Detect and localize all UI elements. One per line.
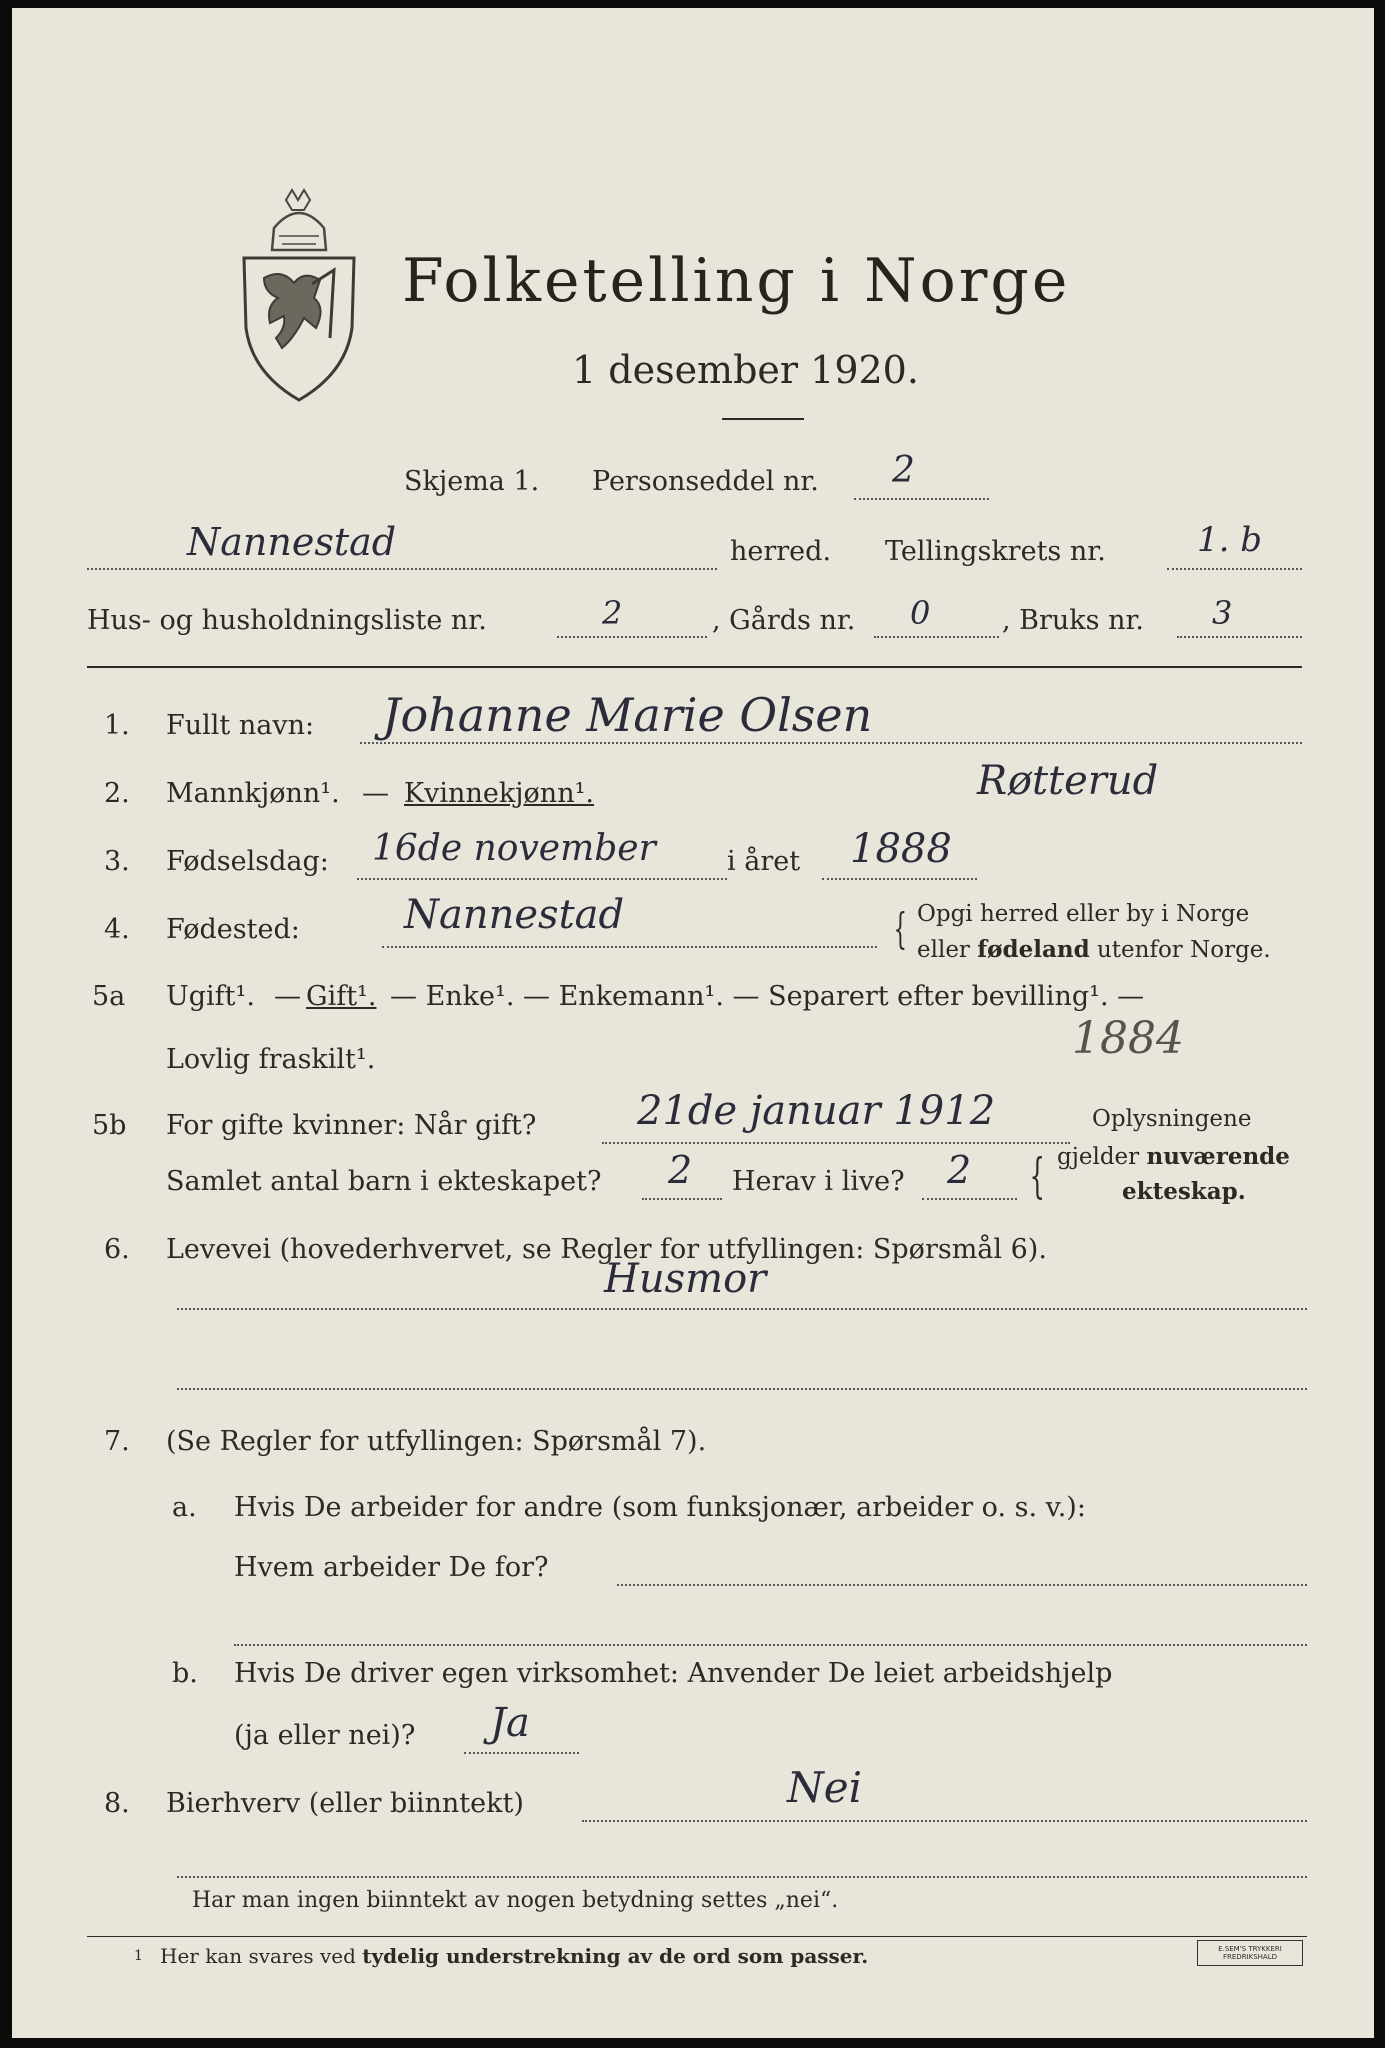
q5b-children-value: 2 <box>668 1148 693 1192</box>
q1-line <box>360 742 1302 744</box>
q5a-ugift-option: Ugift¹. <box>166 981 255 1012</box>
q5b-children-label: Samlet antal barn i ekteskapet? <box>166 1166 602 1197</box>
q4-note-line2: eller fødeland utenfor Norge. <box>917 936 1271 963</box>
q7a-question-line2: Hvem arbeider De for? <box>234 1552 549 1583</box>
q7b-letter: b. <box>172 1658 198 1689</box>
q6-line2 <box>177 1388 1307 1390</box>
q5a-fraskilt-option: Lovlig fraskilt¹. <box>166 1044 376 1075</box>
q5a-gift-option: Gift¹. <box>306 981 377 1012</box>
q8-line1 <box>582 1820 1307 1822</box>
q5a-number: 5a <box>92 981 126 1012</box>
q2-number: 2. <box>104 778 130 809</box>
q2-male-option: Mannkjønn¹. <box>166 778 340 809</box>
q6-number: 6. <box>104 1234 130 1265</box>
q5b-alive-value: 2 <box>947 1148 972 1192</box>
gards-value: 0 <box>910 594 931 632</box>
personseddel-label: Personseddel nr. <box>592 466 819 497</box>
bruks-line <box>1177 636 1302 638</box>
bruks-label: , Bruks nr. <box>1002 605 1145 636</box>
q8-label: Bierhverv (eller biinntekt) <box>166 1788 524 1819</box>
q1-extra-surname: Røtterud <box>977 758 1159 804</box>
q5b-note-line3: ekteskap. <box>1122 1178 1246 1205</box>
q4-bracket: { <box>893 904 908 953</box>
gards-label: , Gårds nr. <box>712 605 856 636</box>
husliste-label: Hus- og husholdningsliste nr. <box>87 605 487 636</box>
footer-divider <box>87 1936 1307 1937</box>
q5a-other-options: — Enke¹. — Enkemann¹. — Separert efter bevilling¹. — <box>390 981 1145 1012</box>
skjema-label: Skjema 1. <box>404 466 540 497</box>
q5b-note-line2: gjelder nuværende <box>1057 1143 1290 1170</box>
husliste-line <box>557 636 707 638</box>
census-date: 1 desember 1920. <box>572 348 919 392</box>
title-divider <box>722 418 804 420</box>
q6-label: Levevei (hovederhvervet, se Regler for utfyllingen: Spørsmål 6). <box>166 1234 1047 1265</box>
q3-value: 16de november <box>372 828 656 869</box>
q3-year-label: i året <box>727 846 801 877</box>
q5b-number: 5b <box>92 1110 127 1141</box>
q7-number: 7. <box>104 1426 130 1457</box>
q7a-line2 <box>234 1644 1307 1646</box>
q5b-children-line <box>642 1198 722 1200</box>
q5a-dash: — <box>274 981 301 1012</box>
tellingskrets-line <box>1167 568 1302 570</box>
personseddel-line <box>854 498 989 500</box>
q1-number: 1. <box>104 710 130 741</box>
q3-label: Fødselsdag: <box>166 846 329 877</box>
tellingskrets-label: Tellingskrets nr. <box>885 536 1106 567</box>
q5b-line <box>602 1142 1070 1144</box>
q7b-question-line2: (ja eller nei)? <box>234 1720 416 1751</box>
q2-female-option: Kvinnekjønn¹. <box>404 778 594 809</box>
q3-number: 3. <box>104 846 130 877</box>
q7b-value: Ja <box>490 1700 530 1746</box>
q5b-label: For gifte kvinner: Når gift? <box>166 1110 537 1141</box>
q4-line <box>382 946 877 948</box>
husliste-value: 2 <box>602 594 623 632</box>
q2-separator: — <box>362 778 389 809</box>
bruks-value: 3 <box>1212 594 1233 632</box>
q8-number: 8. <box>104 1788 130 1819</box>
form-title: Folketelling i Norge <box>402 246 1071 316</box>
footnote-number: 1 <box>134 1948 143 1964</box>
q7a-line1 <box>617 1584 1307 1586</box>
footer-note: Har man ingen biinntekt av nogen betydning settes „nei“. <box>192 1888 839 1913</box>
q4-number: 4. <box>104 914 130 945</box>
header-divider <box>87 666 1302 668</box>
printer-stamp-text: E.SEM'S TRYKKERI FREDRIKSHALD <box>1218 1945 1282 1961</box>
personseddel-value: 2 <box>892 450 915 491</box>
q5b-alive-label: Herav i live? <box>732 1166 905 1197</box>
q5b-note-line1: Oplysningene <box>1092 1106 1252 1132</box>
coat-of-arms-icon <box>234 188 364 403</box>
q7a-question: Hvis De arbeider for andre (som funksjonær, arbeider o. s. v.): <box>234 1492 1086 1523</box>
gards-line <box>874 636 999 638</box>
q4-value: Nannestad <box>404 892 625 938</box>
census-form <box>12 8 1374 2038</box>
q1-label: Fullt navn: <box>166 710 315 741</box>
q7-label: (Se Regler for utfyllingen: Spørsmål 7). <box>166 1426 707 1457</box>
q5b-alive-line <box>922 1198 1017 1200</box>
herred-label: herred. <box>730 536 832 567</box>
q4-note-line1: Opgi herred eller by i Norge <box>917 901 1250 927</box>
herred-value: Nannestad <box>187 520 397 564</box>
q1-value: Johanne Marie Olsen <box>382 688 873 742</box>
q3-line <box>357 878 727 880</box>
q8-value: Nei <box>787 1763 863 1812</box>
q3-year-line <box>822 878 977 880</box>
q5b-bracket: { <box>1029 1148 1045 1204</box>
q7a-letter: a. <box>172 1492 197 1523</box>
q5b-value: 21de januar 1912 <box>637 1088 996 1134</box>
q6-value: Husmor <box>604 1256 767 1302</box>
q8-line2 <box>177 1876 1307 1878</box>
q3-year-value: 1888 <box>850 826 952 872</box>
q4-label: Fødested: <box>166 914 300 945</box>
q5a-annotation: 1884 <box>1072 1013 1184 1064</box>
tellingskrets-value: 1. b <box>1197 520 1263 560</box>
footnote-text: Her kan svares ved tydelig understrekning av de ord som passer. <box>160 1944 869 1968</box>
q7b-question: Hvis De driver egen virksomhet: Anvender De leiet arbeidshjelp <box>234 1658 1113 1689</box>
q7b-line <box>464 1752 579 1754</box>
herred-line <box>87 568 717 570</box>
q6-line1 <box>177 1308 1307 1310</box>
